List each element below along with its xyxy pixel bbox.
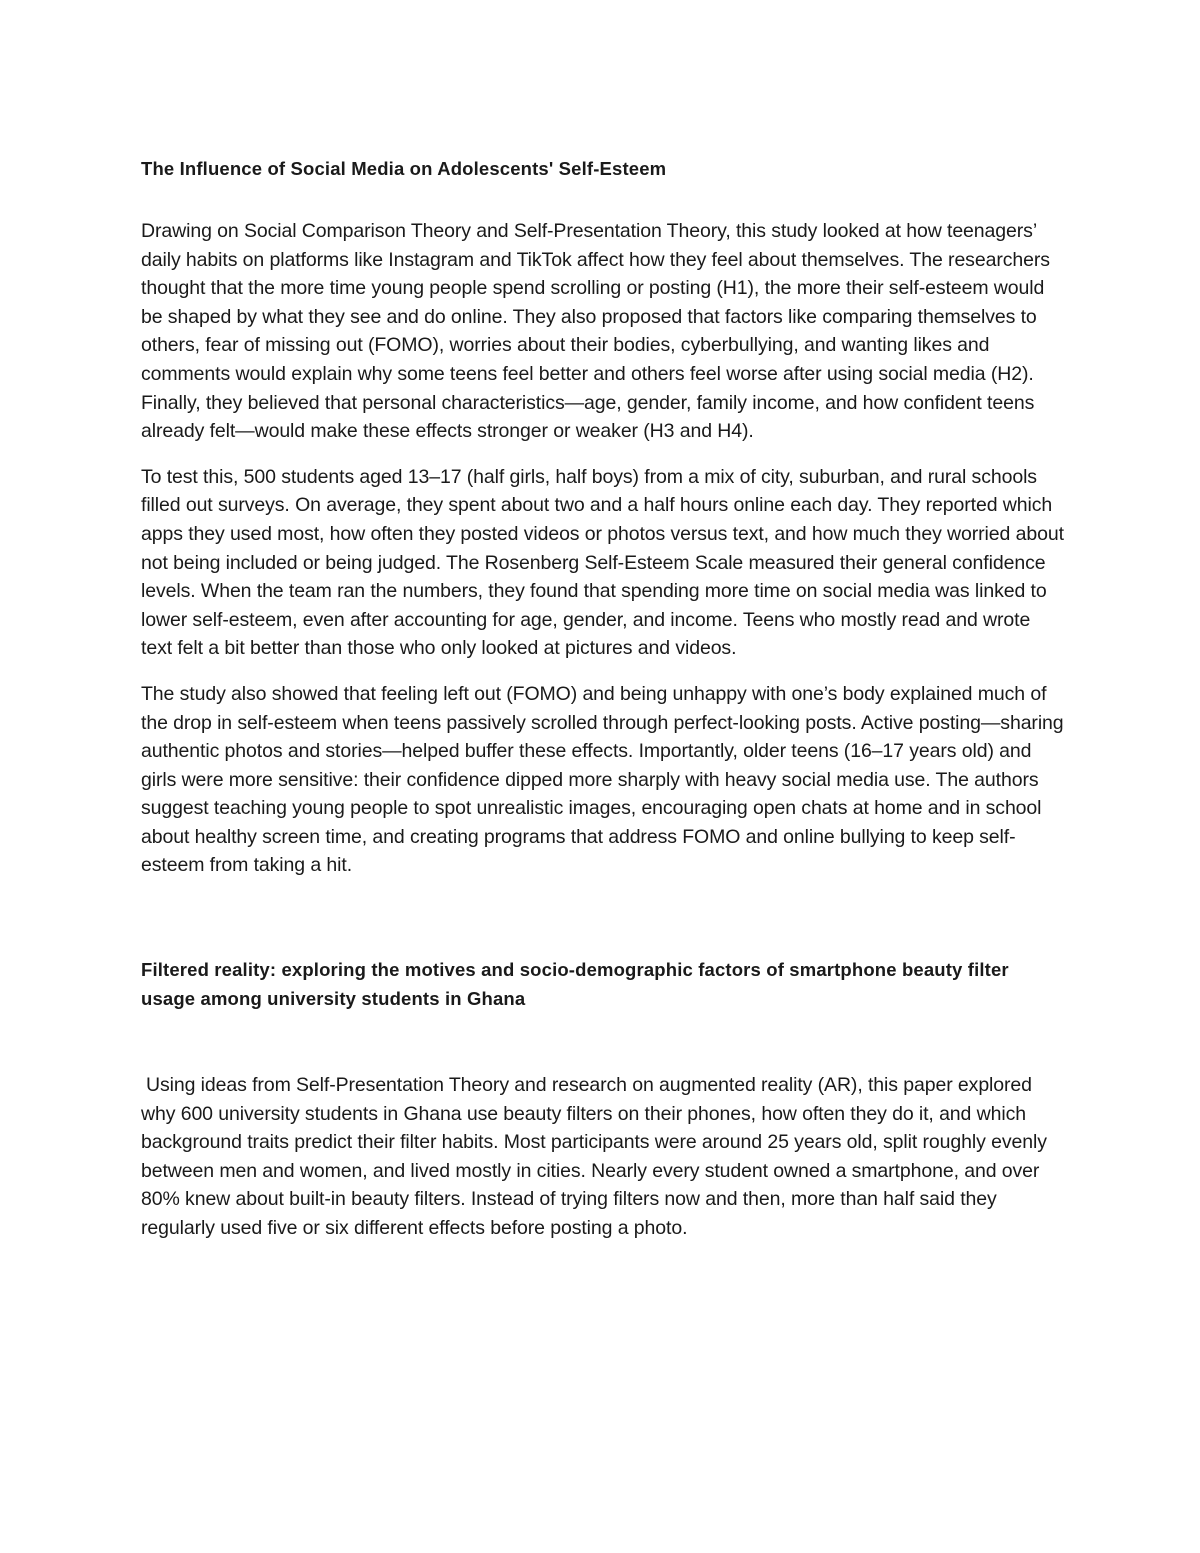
paragraph: Using ideas from Self-Presentation Theory and research on augmented reality (AR), this paper explored why 600 university students in Ghana use beauty filters on their phones, how often they do it, and which background traits predict their filter habits. Most participants were around 25 years old, split roughly evenly between men and women, and lived mostly in cities. Nearly every student owned a smartphone, and over 80% knew about built-in beauty filters. Instead of trying filters now and then, more than half said they regularly used five or six different effects before posting a photo. [141,1074,1047,1240]
document-body [141,154,1066,1243]
paragraph: Drawing on Social Comparison Theory and Self-Presentation Theory, this study looked at how teenagers’ daily habits on platforms like Instagram and TikTok affect how they feel about themselves. The researchers thought that the more time young people spend scrolling or posting (H1), the more their self-esteem would be shaped by what they see and do online. They also proposed that factors like comparing themselves to others, fear of missing out (FOMO), worries about their bodies, cyberbullying, and wanting likes and comments would explain why some teens feel better and others feel worse after using social media (H2). Finally, they believed that personal characteristics—age, gender, family income, and how confident teens already felt—would make these effects stronger or weaker (H3 and H4). [141,220,1050,443]
paragraph: To test this, 500 students aged 13–17 (half girls, half boys) from a mix of city, suburban, and rural schools filled out surveys. On average, they spent about two and a half hours online each day. They reported which apps they used most, how often they posted videos or photos versus text, and how much they worried about not being included or being judged. The Rosenberg Self-Esteem Scale measured their general confidence levels. When the team ran the numbers, they found that spending more time on social media was linked to lower self-esteem, even after accounting for age, gender, and income. Teens who mostly read and wrote text felt a bit better than those who only looked at pictures and videos. [141,465,1064,660]
section-title: The Influence of Social Media on Adolescents' Self-Esteem [141,158,667,179]
section-title: Filtered reality: exploring the motives and socio-demographic factors of smartphone beauty filter usage among university students in Ghana [141,959,1009,1010]
paragraph: The study also showed that feeling left out (FOMO) and being unhappy with one’s body explained much of the drop in self-esteem when teens passively scrolled through perfect-looking posts. Active posting—sharing authentic photos and stories—helped buffer these effects. Importantly, older teens (16–17 years old) and girls were more sensitive: their confidence dipped more sharply with heavy social media use. The authors suggest teaching young people to spot unrealistic images, encouraging open chats at home and in school about healthy screen time, and creating programs that address FOMO and online bullying to keep self-esteem from taking a hit. [141,682,1064,877]
